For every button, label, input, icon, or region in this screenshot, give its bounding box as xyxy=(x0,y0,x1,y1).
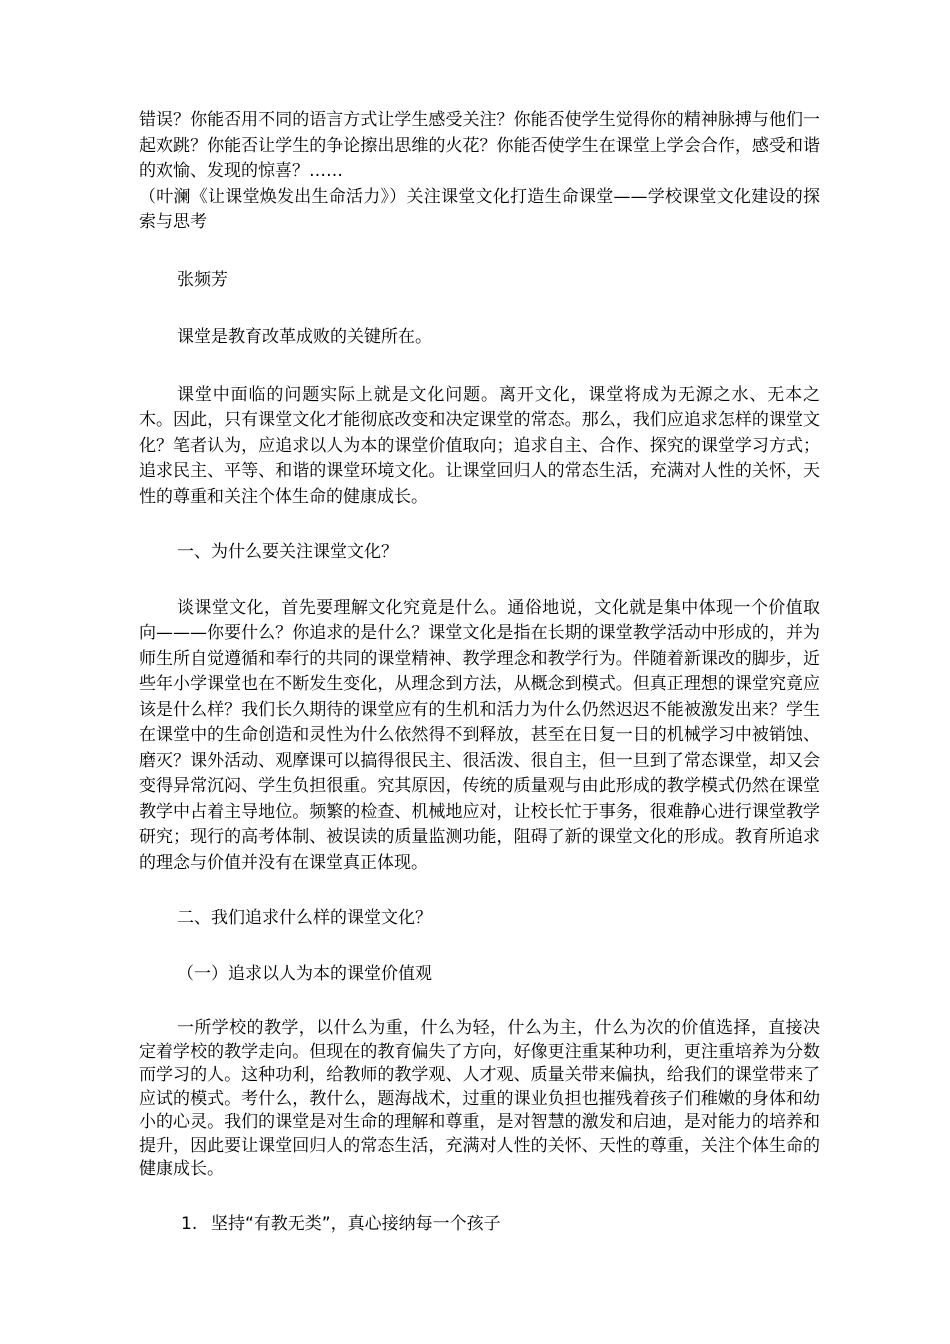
citation-and-title: （叶澜《让课堂焕发出生命活力》）关注课堂文化打造生命课堂——学校课堂文化建设的探索与思考 xyxy=(139,186,820,232)
list-item-number: 1. xyxy=(181,1213,198,1234)
paragraph-problem: 课堂中面临的问题实际上就是文化问题。离开文化，课堂将成为无源之水、无本之木。因此，只有课堂文化才能彻底改变和决定课堂的常态。那么，我们应追求怎样的课堂文化？笔者认为，应追求以人为本的课堂价值取向；追求自主、合作、探究的课堂学习方式；追求民主、平等、和谐的课堂环境文化。让课堂回归人的常态生活，充满对人性的关怀，天性的尊重和关注个体生命的健康成长。 xyxy=(139,384,820,507)
document-page xyxy=(139,108,820,1237)
paragraph-why: 谈课堂文化，首先要理解文化究竟是什么。通俗地说，文化就是集中体现一个价值取向———你要什么？你追求的是什么？课堂文化是指在长期的课堂教学活动中形成的，并为师生所自觉遵循和奉行的共同的课堂精神、教学理念和教学行为。伴随着新课改的脚步，近些年小学课堂也在不断发生变化，从理念到方法，从概念到模式。但真正理想的课堂究竟应该是什么样？我们长久期待的课堂应有的生机和活力为什么仍然迟迟不能被激发出来？学生在课堂中的生命创造和灵性为什么依然得不到释放，甚至在日复一日的机械学习中被销蚀、磨灭？课外活动、观摩课可以搞得很民主、很活泼、很自主，但一旦到了常态课堂，却又会变得异常沉闷、学生负担很重。究其原因，传统的质量观与由此形成的教学模式仍然在课堂教学中占着主导地位。频繁的检查、机械地应对，让校长忙于事务，很难静心进行课堂教学研究；现行的高考体制、被误读的质量监测功能，阻碍了新的课堂文化的形成。教育所追求的理念与价值并没有在课堂真正体现。 xyxy=(139,597,820,873)
list-item-text: 坚持“有教无类”，真心接纳每一个孩子 xyxy=(211,1213,501,1234)
key-statement: 课堂是教育改革成败的关键所在。 xyxy=(177,327,432,347)
author-name: 张频芳 xyxy=(177,269,228,290)
section-heading-1: 一、为什么要关注课堂文化？ xyxy=(177,542,398,562)
section-heading-2: 二、我们追求什么样的课堂文化？ xyxy=(177,908,432,928)
paragraph-value: 一所学校的教学，以什么为重，什么为轻，什么为主，什么为次的价值选择，直接决定着学校的教学走向。但现在的教育偏失了方向，好像更注重某种功利，更注重培养为分数而学习的人。这种功利，给教师的教学观、人才观、质量关带来偏执，给我们的课堂带来了应试的模式。考什么，教什么，题海战术，过重的课业负担也摧残着孩子们稚嫩的身体和幼小的心灵。我们的课堂是对生命的理解和尊重，是对智慧的激发和启迪，是对能力的培养和提升，因此要让课堂回归人的常态生活，充满对人性的关怀、天性的尊重，关注个体生命的健康成长。 xyxy=(139,1018,820,1179)
list-item-1 xyxy=(139,1212,820,1238)
intro-fragment: 错误？你能否用不同的语言方式让学生感受关注？你能否使学生觉得你的精神脉搏与他们一起欢跳？你能否让学生的争论擦出思维的火花？你能否使学生在课堂上学会合作，感受和谐的欢愉、发现的惊喜？…… xyxy=(139,110,820,181)
subsection-heading-1: （一）追求以人为本的课堂价值观 xyxy=(177,963,432,984)
